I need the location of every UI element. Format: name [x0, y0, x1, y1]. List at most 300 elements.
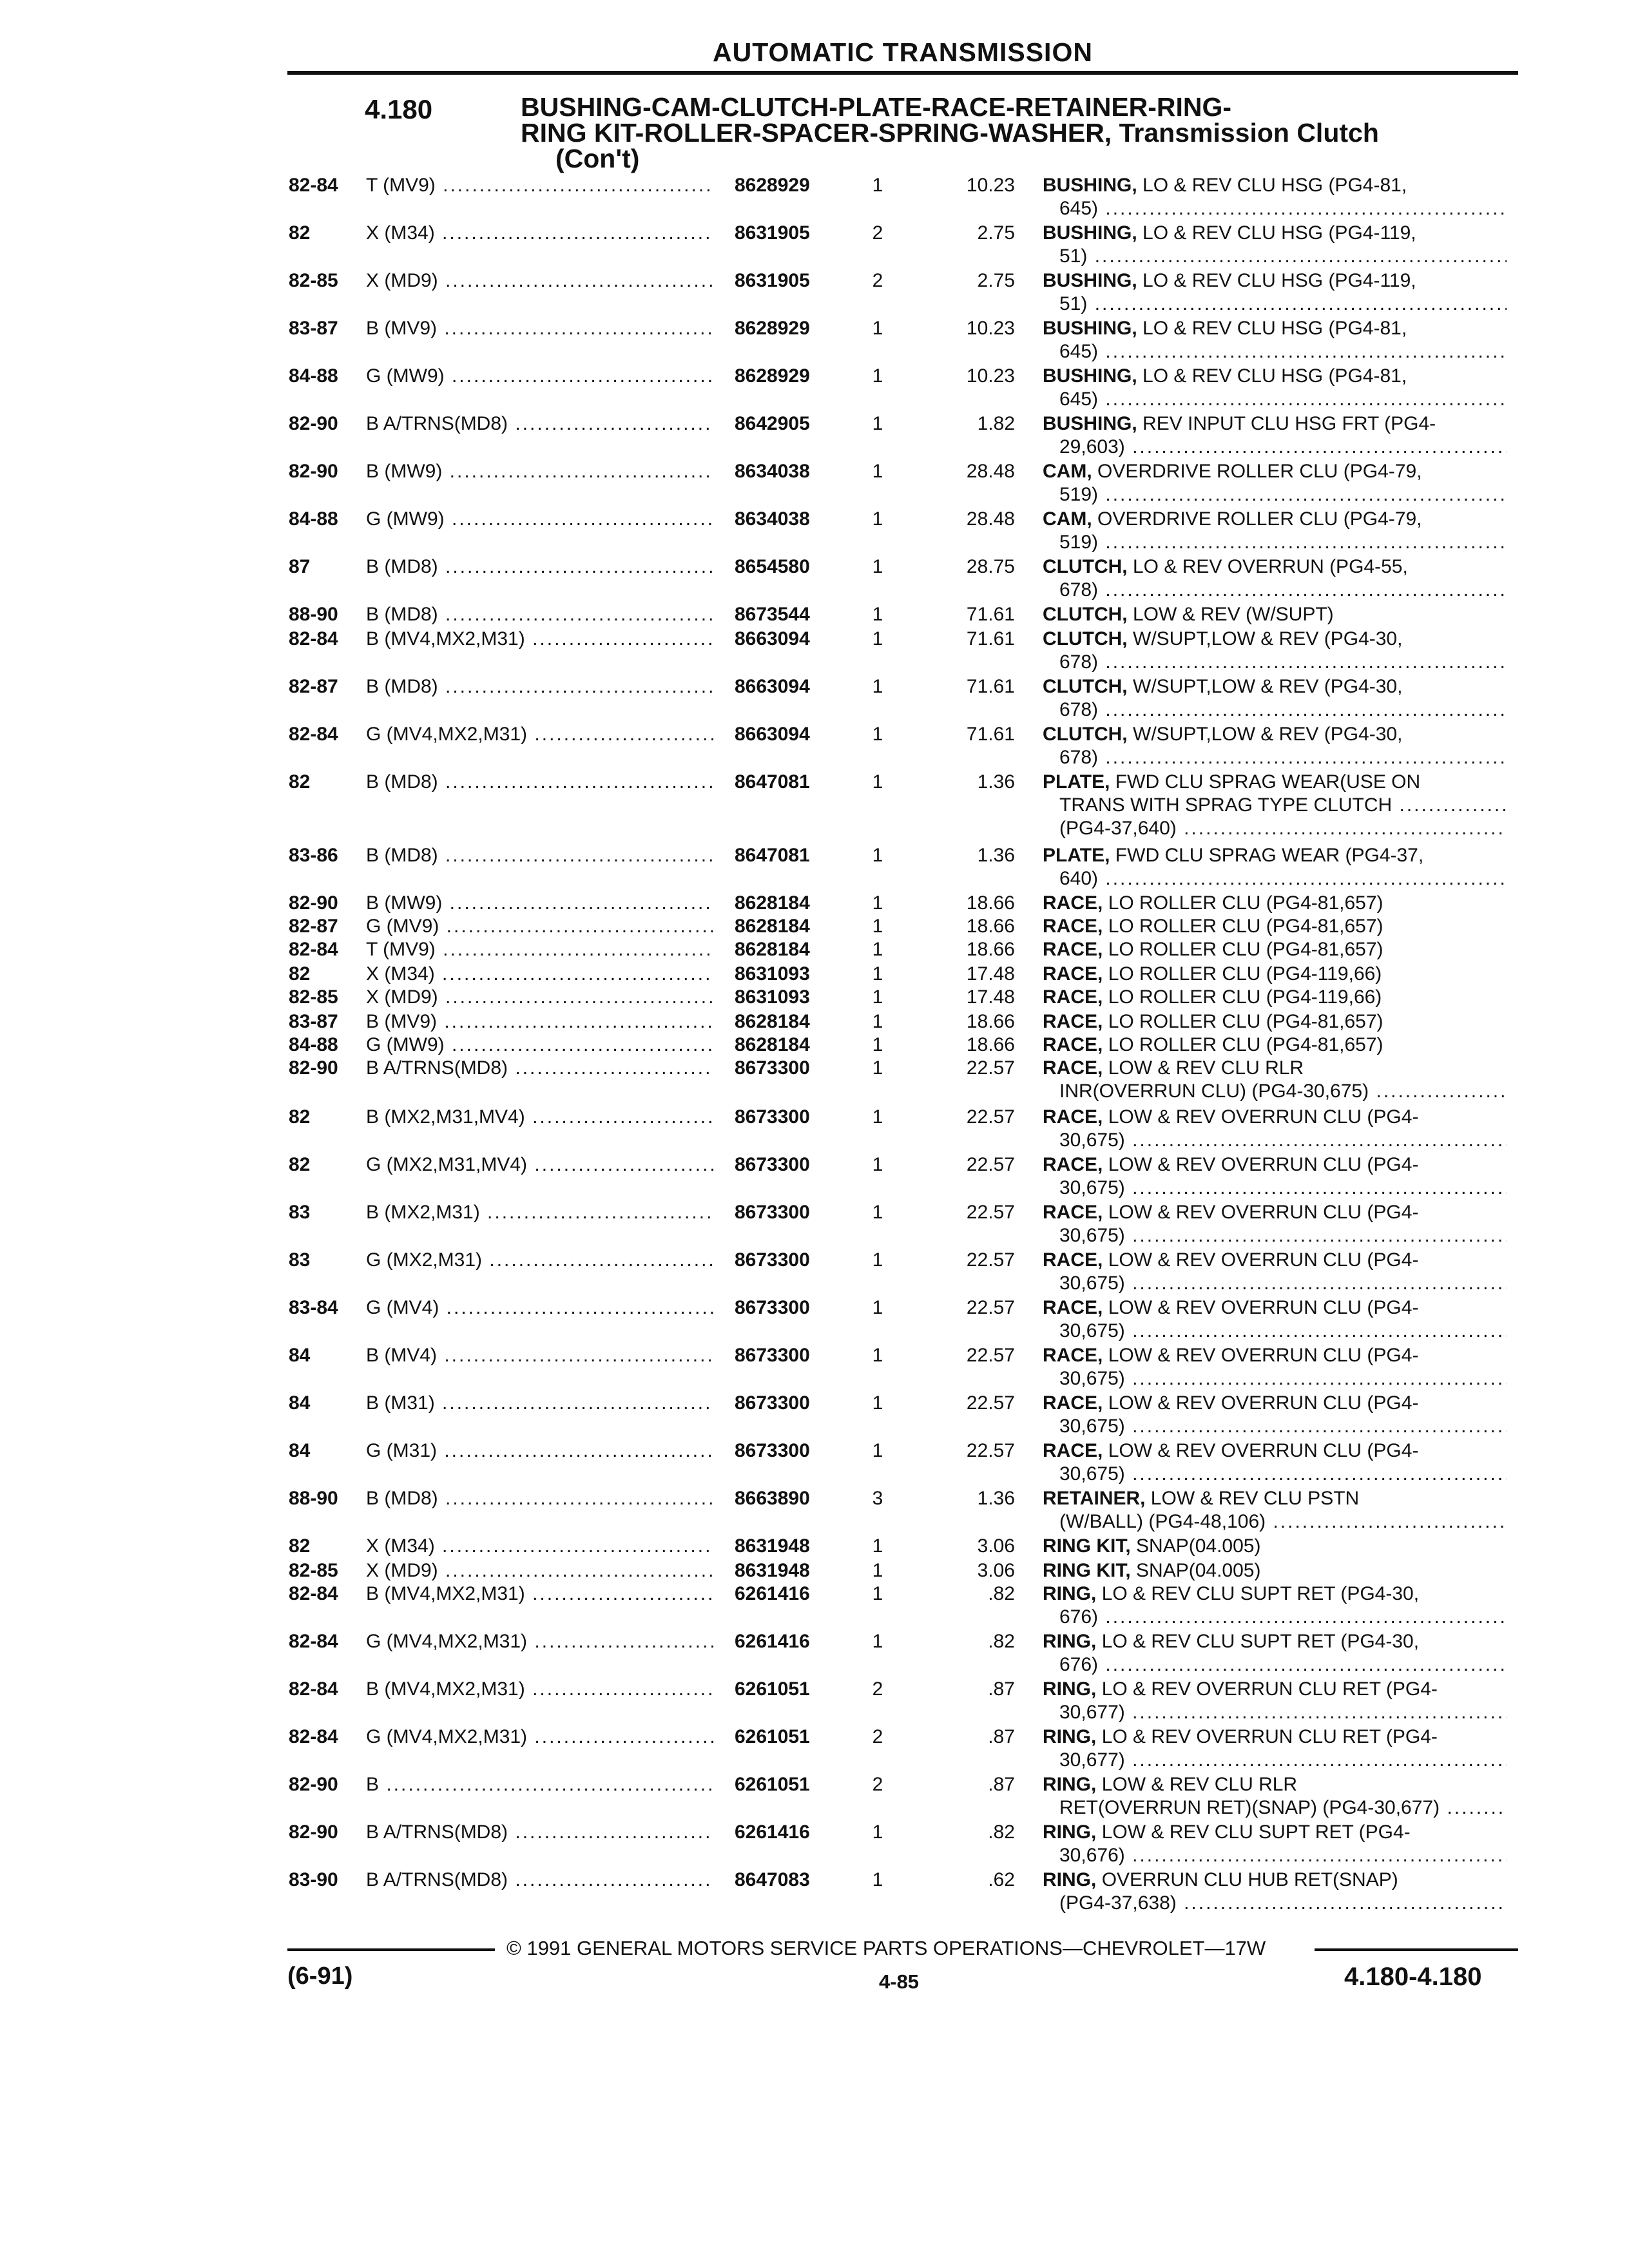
- model-years: 82-84: [289, 939, 338, 960]
- model-code-text: G (MV9): [366, 916, 439, 937]
- price: 3.06: [977, 1535, 1015, 1557]
- part-name: RACE,: [1043, 986, 1103, 1008]
- quantity: 1: [872, 628, 883, 649]
- model-years: 82: [289, 1535, 311, 1557]
- table-row: [0, 1153, 1629, 1202]
- description-continuation: TRANS WITH SPRAG TYPE CLUTCH .....: [1043, 794, 1507, 817]
- description-line1: [1043, 412, 1507, 436]
- quantity: 1: [872, 1297, 883, 1318]
- part-detail: LOW & REV OVERRUN CLU (PG4-: [1108, 1106, 1419, 1128]
- part-detail: LO ROLLER CLU (PG4-81,657): [1108, 1011, 1383, 1032]
- part-detail: LOW & REV CLU RLR: [1108, 1057, 1304, 1079]
- model-code-text: B (MX2,M31): [366, 1202, 480, 1223]
- part-name: RACE,: [1043, 1202, 1103, 1223]
- description-line1: [1043, 1296, 1507, 1320]
- model-years: 82-90: [289, 461, 338, 482]
- quantity: 1: [872, 1202, 883, 1223]
- price: 18.66: [966, 916, 1015, 937]
- part-number: 8673300: [735, 1202, 810, 1223]
- part-number: 8663094: [735, 676, 810, 697]
- model-years: 84-88: [289, 365, 338, 387]
- dot-leader: [442, 461, 714, 482]
- part-name: RETAINER,: [1043, 1488, 1146, 1509]
- price: 28.48: [966, 508, 1015, 530]
- dot-leader: [525, 628, 714, 649]
- description-line1: [1043, 1582, 1507, 1606]
- model-code: [366, 1249, 714, 1272]
- description: [1043, 675, 1507, 722]
- part-number: 8634038: [735, 461, 810, 482]
- table-row: [0, 412, 1629, 461]
- model-code: [366, 892, 714, 915]
- description: [1043, 844, 1507, 890]
- description-line1: [1043, 460, 1507, 483]
- quantity: 1: [872, 1560, 883, 1581]
- dot-leader: [438, 986, 714, 1008]
- description: [1043, 1559, 1507, 1582]
- price: 71.61: [966, 604, 1015, 625]
- part-name: BUSHING,: [1043, 413, 1137, 434]
- description: [1043, 1869, 1507, 1915]
- dot-leader: [437, 1345, 714, 1366]
- table-row: [0, 1487, 1629, 1536]
- model-years: 83-84: [289, 1297, 338, 1318]
- part-name: RING,: [1043, 1774, 1097, 1795]
- part-detail: W/SUPT,LOW & REV (PG4-30,: [1133, 676, 1403, 697]
- part-name: CLUTCH,: [1043, 628, 1128, 649]
- model-code: [366, 555, 714, 579]
- table-row: [0, 1392, 1629, 1441]
- part-name: RACE,: [1043, 1057, 1103, 1079]
- model-years: 82-90: [289, 413, 338, 434]
- part-name: RACE,: [1043, 1392, 1103, 1414]
- description-line1: [1043, 938, 1507, 961]
- model-code-text: B (MV4,MX2,M31): [366, 628, 525, 649]
- model-code: [366, 365, 714, 388]
- page-header: AUTOMATIC TRANSMISSION: [713, 37, 1093, 67]
- part-detail: LO & REV CLU HSG (PG4-81,: [1142, 365, 1407, 387]
- dot-leader: [508, 1057, 714, 1079]
- part-detail: LO & REV OVERRUN CLU RET (PG4-: [1101, 1726, 1438, 1747]
- quantity: 1: [872, 1011, 883, 1032]
- table-row: [0, 508, 1629, 557]
- model-code-text: B: [366, 1774, 380, 1795]
- model-code: [366, 1201, 714, 1224]
- part-name: PLATE,: [1043, 771, 1110, 793]
- price: 22.57: [966, 1440, 1015, 1461]
- model-code-text: B A/TRNS(MD8): [366, 1821, 508, 1843]
- quantity: 1: [872, 508, 883, 530]
- description-continuation: 30,675) .....: [1043, 1320, 1507, 1343]
- part-detail: LO & REV CLU HSG (PG4-119,: [1142, 222, 1416, 244]
- part-number: 8673300: [735, 1297, 810, 1318]
- model-years: 82-84: [289, 628, 338, 649]
- part-number: 8631905: [735, 222, 810, 244]
- section-title-line2-bold: RING KIT-ROLLER-SPACER-SPRING-WASHER,: [521, 118, 1112, 148]
- description-line1: [1043, 1630, 1507, 1653]
- model-years: 82-84: [289, 1678, 338, 1700]
- model-code-text: B (MD8): [366, 676, 438, 697]
- description: [1043, 915, 1507, 938]
- part-name: BUSHING,: [1043, 270, 1137, 291]
- part-detail: LO & REV OVERRUN CLU RET (PG4-: [1101, 1678, 1438, 1700]
- part-name: CAM,: [1043, 508, 1092, 530]
- part-name: RACE,: [1043, 1249, 1103, 1271]
- part-number: 8628184: [735, 892, 810, 914]
- description-line1: [1043, 628, 1507, 651]
- description: [1043, 771, 1507, 840]
- description-line1: [1043, 1153, 1507, 1177]
- model-years: 84: [289, 1440, 311, 1461]
- description: [1043, 1773, 1507, 1820]
- part-name: RING KIT,: [1043, 1560, 1131, 1581]
- table-row: [0, 675, 1629, 724]
- description-line1: [1043, 174, 1507, 197]
- model-years: 82-84: [289, 175, 338, 196]
- model-years: 82-84: [289, 1726, 338, 1747]
- part-detail: SNAP(04.005): [1136, 1560, 1261, 1581]
- description-continuation: 29,603) .....: [1043, 436, 1507, 459]
- price: 22.57: [966, 1154, 1015, 1175]
- description: [1043, 1439, 1507, 1486]
- model-code-text: B (MD8): [366, 771, 438, 793]
- dot-leader: [438, 1488, 714, 1509]
- part-number: 8628929: [735, 365, 810, 387]
- description-continuation: 640) .....: [1043, 867, 1507, 890]
- table-row: [0, 628, 1629, 677]
- description: [1043, 1678, 1507, 1724]
- dot-leader: [436, 175, 714, 196]
- quantity: 1: [872, 1034, 883, 1055]
- table-row: [0, 844, 1629, 893]
- quantity: 2: [872, 222, 883, 244]
- model-years: 82-85: [289, 1560, 338, 1581]
- quantity: 1: [872, 604, 883, 625]
- section-number: 4.180: [365, 94, 433, 124]
- description: [1043, 1487, 1507, 1533]
- part-number: 8634038: [735, 508, 810, 530]
- description-line1: [1043, 1821, 1507, 1844]
- description-continuation: 676) .....: [1043, 1606, 1507, 1629]
- description-continuation: 678) .....: [1043, 698, 1507, 722]
- model-code: [366, 938, 714, 961]
- model-code: [366, 1106, 714, 1129]
- part-name: RACE,: [1043, 939, 1103, 960]
- part-number: 8673300: [735, 1154, 810, 1175]
- description: [1043, 892, 1507, 915]
- description-continuation: 30,675) .....: [1043, 1367, 1507, 1390]
- description-line1: [1043, 1249, 1507, 1272]
- dot-leader: [437, 1011, 714, 1032]
- price: 22.57: [966, 1057, 1015, 1079]
- part-number: 8642905: [735, 413, 810, 434]
- quantity: 1: [872, 1057, 883, 1079]
- model-code: [366, 1057, 714, 1080]
- part-name: CAM,: [1043, 461, 1092, 482]
- model-years: 87: [289, 556, 311, 577]
- quantity: 1: [872, 1631, 883, 1652]
- description: [1043, 174, 1507, 220]
- table-row: [0, 1201, 1629, 1250]
- dot-leader: [438, 845, 714, 866]
- part-detail: LO ROLLER CLU (PG4-81,657): [1108, 939, 1383, 960]
- model-code-text: B (MV9): [366, 1011, 438, 1032]
- description-line1: [1043, 1344, 1507, 1367]
- description-line1: [1043, 675, 1507, 698]
- table-row: [0, 1773, 1629, 1822]
- price: 22.57: [966, 1297, 1015, 1318]
- dot-leader: [527, 1726, 714, 1747]
- model-code: [366, 508, 714, 531]
- dot-leader: [438, 771, 714, 793]
- part-detail: LOW & REV OVERRUN CLU (PG4-: [1108, 1249, 1419, 1271]
- part-detail: LO & REV CLU HSG (PG4-81,: [1142, 175, 1407, 196]
- price: 17.48: [966, 963, 1015, 985]
- table-row: [0, 1296, 1629, 1345]
- part-detail: OVERDRIVE ROLLER CLU (PG4-79,: [1097, 461, 1422, 482]
- quantity: 1: [872, 1440, 883, 1461]
- part-name: RING,: [1043, 1583, 1097, 1604]
- dot-leader: [435, 1392, 714, 1414]
- description: [1043, 317, 1507, 363]
- part-number: 8673300: [735, 1057, 810, 1079]
- description: [1043, 555, 1507, 602]
- model-code: [366, 1153, 714, 1177]
- part-detail: LOW & REV (W/SUPT): [1133, 604, 1334, 625]
- model-code: [366, 915, 714, 938]
- quantity: 2: [872, 1678, 883, 1700]
- model-code-text: X (M34): [366, 963, 435, 985]
- model-years: 82-85: [289, 986, 338, 1008]
- model-code: [366, 1869, 714, 1892]
- model-code-text: B (MD8): [366, 604, 438, 625]
- part-detail: LO & REV CLU SUPT RET (PG4-30,: [1101, 1631, 1420, 1652]
- description-line1: [1043, 1535, 1507, 1558]
- description-line1: [1043, 603, 1507, 626]
- price: 18.66: [966, 1034, 1015, 1055]
- price: 1.36: [977, 1488, 1015, 1509]
- description: [1043, 1153, 1507, 1200]
- part-detail: LO ROLLER CLU (PG4-81,657): [1108, 916, 1383, 937]
- part-number: 8673300: [735, 1106, 810, 1128]
- part-number: 8673544: [735, 604, 810, 625]
- part-detail: LOW & REV OVERRUN CLU (PG4-: [1108, 1297, 1419, 1318]
- model-code-text: T (MV9): [366, 175, 436, 196]
- description-line1: [1043, 508, 1507, 531]
- description-line1: [1043, 1487, 1507, 1510]
- dot-leader: [438, 270, 714, 291]
- model-years: 83-86: [289, 845, 338, 866]
- quantity: 1: [872, 1345, 883, 1366]
- price: .82: [988, 1821, 1015, 1843]
- table-row: [0, 1678, 1629, 1727]
- model-code: [366, 269, 714, 293]
- part-detail: LOW & REV CLU RLR: [1101, 1774, 1298, 1795]
- part-name: RACE,: [1043, 916, 1103, 937]
- description-line1: [1043, 1392, 1507, 1415]
- model-code-text: G (MV4,MX2,M31): [366, 724, 528, 745]
- description-continuation: 30,675) .....: [1043, 1129, 1507, 1152]
- description-line1: [1043, 1869, 1507, 1892]
- part-name: CLUTCH,: [1043, 724, 1128, 745]
- part-number: 6261416: [735, 1821, 810, 1843]
- description-continuation: (PG4-37,638) .....: [1043, 1892, 1507, 1915]
- description-continuation: 51) .....: [1043, 293, 1507, 316]
- part-name: CLUTCH,: [1043, 556, 1128, 577]
- model-code-text: B (MV4,MX2,M31): [366, 1678, 525, 1700]
- model-code: [366, 174, 714, 197]
- part-detail: LOW & REV OVERRUN CLU (PG4-: [1108, 1345, 1419, 1366]
- price: 28.75: [966, 556, 1015, 577]
- description-continuation: 519) .....: [1043, 531, 1507, 554]
- quantity: 1: [872, 318, 883, 339]
- part-detail: W/SUPT,LOW & REV (PG4-30,: [1133, 628, 1403, 649]
- quantity: 1: [872, 365, 883, 387]
- model-years: 84-88: [289, 1034, 338, 1055]
- quantity: 1: [872, 1106, 883, 1128]
- part-number: 8673300: [735, 1440, 810, 1461]
- model-code: [366, 1439, 714, 1463]
- description: [1043, 1296, 1507, 1343]
- quantity: 1: [872, 892, 883, 914]
- quantity: 2: [872, 270, 883, 291]
- description-continuation: 645) .....: [1043, 388, 1507, 411]
- description-line1: [1043, 1057, 1507, 1080]
- model-years: 82-84: [289, 1631, 338, 1652]
- part-number: 8628184: [735, 939, 810, 960]
- quantity: 3: [872, 1488, 883, 1509]
- description-continuation: (W/BALL) (PG4-48,106) .....: [1043, 1510, 1507, 1533]
- price: 22.57: [966, 1249, 1015, 1271]
- table-row: [0, 365, 1629, 414]
- table-row: [0, 1106, 1629, 1155]
- part-detail: LO ROLLER CLU (PG4-81,657): [1108, 892, 1383, 914]
- part-name: CLUTCH,: [1043, 676, 1128, 697]
- part-name: RACE,: [1043, 1011, 1103, 1032]
- part-detail: LOW & REV OVERRUN CLU (PG4-: [1108, 1202, 1419, 1223]
- description: [1043, 986, 1507, 1009]
- description-line1: [1043, 986, 1507, 1009]
- part-detail: FWD CLU SPRAG WEAR(USE ON: [1115, 771, 1421, 793]
- part-number: 8663890: [735, 1488, 810, 1509]
- quantity: 1: [872, 1154, 883, 1175]
- model-years: 82-87: [289, 916, 338, 937]
- description-continuation: 678) .....: [1043, 746, 1507, 769]
- part-detail: LOW & REV CLU PSTN: [1150, 1488, 1360, 1509]
- part-detail: FWD CLU SPRAG WEAR (PG4-37,: [1115, 845, 1424, 866]
- quantity: 1: [872, 676, 883, 697]
- description: [1043, 1821, 1507, 1867]
- table-row: [0, 317, 1629, 366]
- part-name: RING,: [1043, 1678, 1097, 1700]
- part-detail: LO ROLLER CLU (PG4-119,66): [1108, 986, 1382, 1008]
- dot-leader: [379, 1774, 714, 1795]
- description: [1043, 222, 1507, 268]
- part-number: 8631093: [735, 986, 810, 1008]
- dot-leader: [438, 604, 714, 625]
- price: 71.61: [966, 628, 1015, 649]
- description: [1043, 1057, 1507, 1103]
- table-row: [0, 555, 1629, 604]
- dot-leader: [445, 365, 714, 387]
- price: 10.23: [966, 365, 1015, 387]
- model-years: 82-90: [289, 1774, 338, 1795]
- model-code: [366, 963, 714, 986]
- part-name: CLUTCH,: [1043, 604, 1128, 625]
- part-name: RACE,: [1043, 1034, 1103, 1055]
- part-number: 8673300: [735, 1249, 810, 1271]
- part-number: 8647083: [735, 1869, 810, 1890]
- description-continuation: 30,675) .....: [1043, 1415, 1507, 1438]
- model-code-text: G (MW9): [366, 508, 445, 530]
- price: 10.23: [966, 318, 1015, 339]
- dot-leader: [527, 1154, 714, 1175]
- model-years: 83-87: [289, 318, 338, 339]
- copyright: © 1991 GENERAL MOTORS SERVICE PARTS OPERATIONS—CHEVROLET—17W: [506, 1937, 1266, 1959]
- model-years: 82-90: [289, 1057, 338, 1079]
- part-name: BUSHING,: [1043, 318, 1137, 339]
- part-name: RACE,: [1043, 1345, 1103, 1366]
- model-code-text: G (MX2,M31,MV4): [366, 1154, 528, 1175]
- price: .82: [988, 1631, 1015, 1652]
- dot-leader: [442, 892, 714, 914]
- description-line1: [1043, 723, 1507, 746]
- description: [1043, 1033, 1507, 1057]
- quantity: 1: [872, 771, 883, 793]
- model-years: 88-90: [289, 604, 338, 625]
- model-code-text: G (MV4): [366, 1297, 439, 1318]
- model-code: [366, 986, 714, 1009]
- section-title-line1: BUSHING-CAM-CLUTCH-PLATE-RACE-RETAINER-RING-: [521, 92, 1232, 122]
- model-years: 83-90: [289, 1869, 338, 1890]
- part-number: 8663094: [735, 628, 810, 649]
- description: [1043, 938, 1507, 961]
- model-years: 82: [289, 963, 311, 985]
- model-code-text: G (MV4,MX2,M31): [366, 1726, 528, 1747]
- table-row: [0, 1344, 1629, 1393]
- model-code: [366, 1773, 714, 1796]
- price: 22.57: [966, 1345, 1015, 1366]
- footer-rule-right: [1315, 1948, 1518, 1951]
- description: [1043, 1106, 1507, 1152]
- part-name: RING,: [1043, 1821, 1097, 1843]
- model-years: 82: [289, 771, 311, 793]
- quantity: 2: [872, 1774, 883, 1795]
- description-continuation: 51) .....: [1043, 245, 1507, 268]
- model-years: 82-85: [289, 270, 338, 291]
- description: [1043, 365, 1507, 411]
- model-code: [366, 1010, 714, 1033]
- section-title-line3: (Con't): [555, 144, 640, 173]
- description-line1: [1043, 844, 1507, 867]
- model-code: [366, 1630, 714, 1653]
- table-row: [0, 1582, 1629, 1631]
- price: 28.48: [966, 461, 1015, 482]
- description-continuation: 30,676) .....: [1043, 1844, 1507, 1867]
- description: [1043, 508, 1507, 554]
- part-detail: LOW & REV OVERRUN CLU (PG4-: [1108, 1440, 1419, 1461]
- description: [1043, 1010, 1507, 1033]
- model-code: [366, 723, 714, 746]
- part-number: 8673300: [735, 1392, 810, 1414]
- model-code: [366, 771, 714, 794]
- description-continuation: 645) .....: [1043, 197, 1507, 220]
- part-number: 6261416: [735, 1631, 810, 1652]
- part-name: BUSHING,: [1043, 365, 1137, 387]
- price: 22.57: [966, 1392, 1015, 1414]
- table-row: [0, 1725, 1629, 1774]
- description: [1043, 1630, 1507, 1677]
